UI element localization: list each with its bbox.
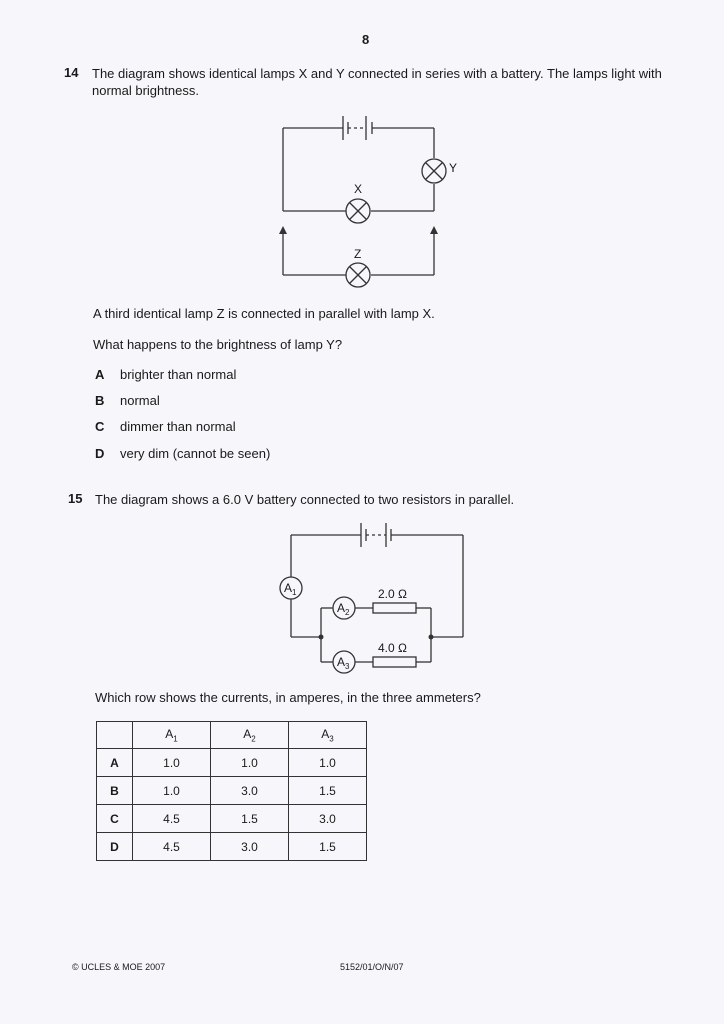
table-header-a1: $A_1$	[133, 722, 211, 749]
table-corner-cell	[97, 722, 133, 749]
junction-dot-left	[319, 635, 324, 640]
q14-option-d-text: very dim (cannot be seen)	[120, 446, 271, 461]
q15-text: The diagram shows a 6.0 V battery connected to two resistors in parallel.	[95, 492, 515, 507]
table-row	[97, 805, 367, 833]
table-row-label: C	[97, 805, 133, 833]
ammeter-a1-label: $A_1$	[284, 581, 297, 597]
table-cell: 1.0	[133, 777, 211, 805]
ammeter-a2-label: $A_2$	[337, 601, 350, 617]
table-cell: 1.5	[289, 833, 367, 861]
resistor-4ohm-label: 4.0 Ω	[378, 641, 407, 655]
table-cell: 3.0	[211, 777, 289, 805]
q15-answer-table	[96, 721, 367, 861]
q14-question: What happens to the brightness of lamp Y?	[93, 337, 343, 352]
ammeter-a3-label: $A_3$	[337, 655, 350, 671]
q15-question: Which row shows the currents, in amperes, in the three ammeters?	[95, 690, 481, 705]
table-cell: 1.5	[211, 805, 289, 833]
q14-text: The diagram shows identical lamps X and Y connected in series with a battery. The lamps light with normal brightness.	[92, 66, 662, 98]
lamp-y-label: Y	[449, 161, 458, 175]
table-cell: 3.0	[211, 833, 289, 861]
table-row-label: D	[97, 833, 133, 861]
table-header-a2: $A_2$	[211, 722, 289, 749]
q14-option-d-letter: D	[95, 446, 105, 461]
page-number: 8	[362, 32, 370, 47]
lamp-z-label: Z	[354, 247, 362, 261]
table-cell: 4.5	[133, 833, 211, 861]
q14-option-b-letter: B	[95, 393, 105, 408]
table-row	[97, 749, 367, 777]
table-cell: 1.0	[211, 749, 289, 777]
table-cell: 1.5	[289, 777, 367, 805]
footer-copyright: © UCLES & MOE 2007	[72, 962, 166, 972]
table-cell: 3.0	[289, 805, 367, 833]
table-header-a3: $A_3$	[289, 722, 367, 749]
table-header-row	[97, 722, 367, 749]
table-row-label: B	[97, 777, 133, 805]
table-row-label: A	[97, 749, 133, 777]
q14-option-c-letter: C	[95, 419, 105, 434]
table-row	[97, 833, 367, 861]
table-cell: 1.0	[133, 749, 211, 777]
junction-dot-right	[429, 635, 434, 640]
q14-option-a-text: brighter than normal	[120, 367, 237, 382]
resistor-2ohm-label: 2.0 Ω	[378, 587, 407, 601]
q14-option-c-text: dimmer than normal	[120, 419, 236, 434]
table-cell: 4.5	[133, 805, 211, 833]
q14-number: 14	[64, 65, 79, 80]
q14-option-b-text: normal	[120, 393, 160, 408]
lamp-x-label: X	[354, 182, 363, 196]
q15-number: 15	[68, 491, 83, 506]
q14-statement: A third identical lamp Z is connected in parallel with lamp X.	[93, 306, 435, 321]
table-cell: 1.0	[289, 749, 367, 777]
footer-paper-code: 5152/01/O/N/07	[340, 962, 404, 972]
q14-option-a-letter: A	[95, 367, 105, 382]
table-row	[97, 777, 367, 805]
